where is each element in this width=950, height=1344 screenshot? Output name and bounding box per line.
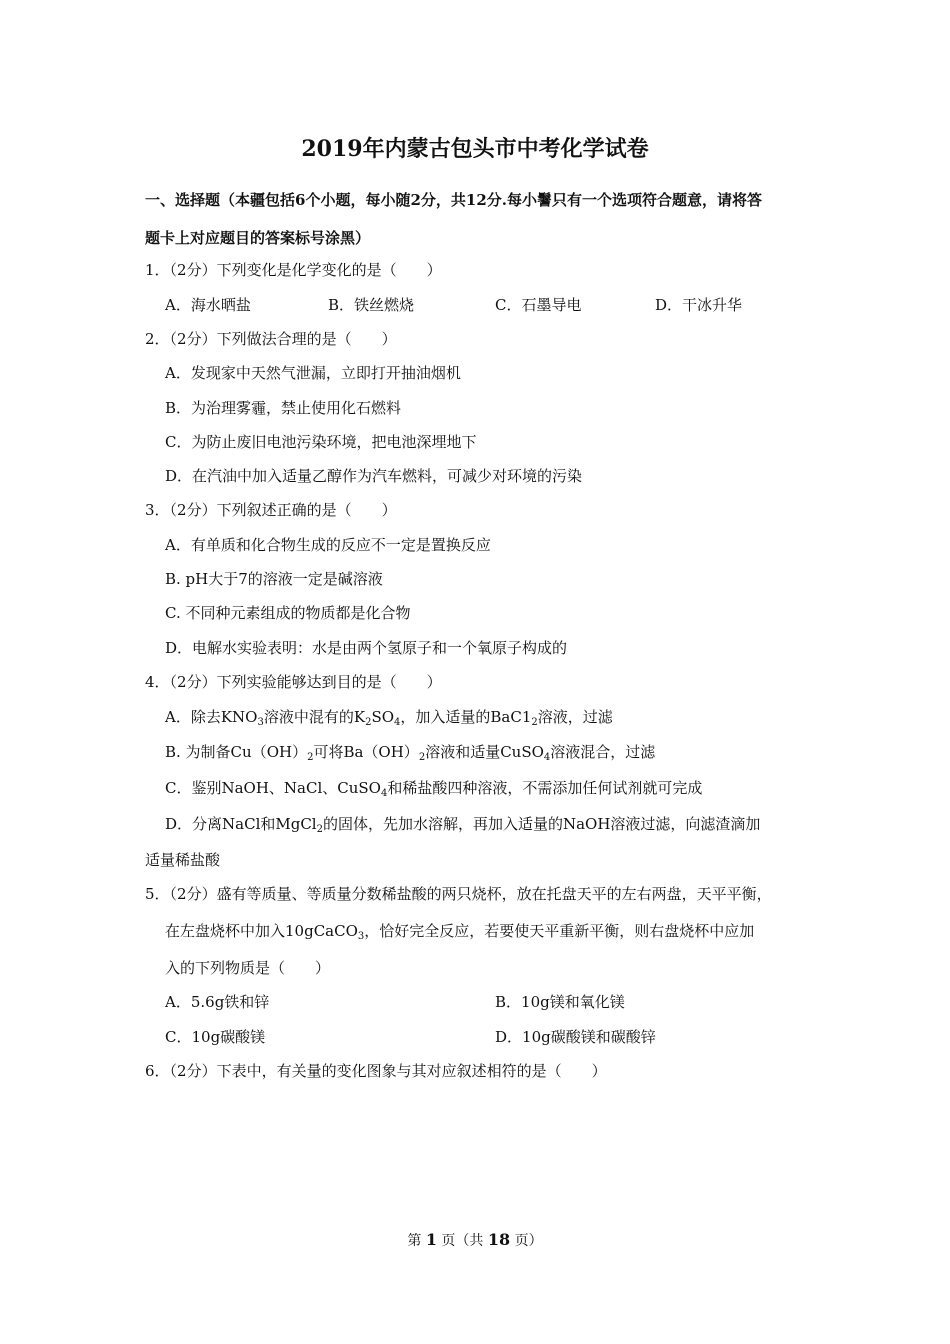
q3-option-c: C. 不同种元素组成的物质都是化合物	[165, 604, 411, 622]
q4-option-d-continued: 适量稀盐酸	[145, 851, 221, 869]
section-header-line2: 题卡上对应题目的答案标号涂黑）	[145, 229, 371, 247]
q3-stem: 3．（2分）下列叙述正确的是（ ）	[145, 501, 397, 519]
q3-option-b: B. pH大于7的溶液一定是碱溶液	[165, 570, 383, 588]
q5-stem-line2: 在左盘烧杯中加入10gCaCO$_3$，恰好完全反应，若要使天平重新平衡，则右盘烧杯中应加	[165, 922, 755, 942]
q4-option-b: B. 为制备$Cu(OH)_2$可将$Ba(OH)_2$溶液和适量CuSO$_4$溶液混合，过滤	[165, 743, 656, 763]
q5-option-c: C．10g碳酸镁	[165, 1028, 266, 1046]
q1-stem: 1．（2分）下列变化是化学变化的是（ ）	[145, 261, 442, 279]
page-footer: 第 1 页（共 18 页）	[407, 1230, 543, 1249]
page-total: 18	[487, 1230, 511, 1249]
q5-option-a: A．5.6g铁和锌	[165, 993, 270, 1011]
q2-option-c: C．为防止废旧电池污染环境，把电池深埋地下	[165, 433, 477, 451]
q5-stem-line3: 入的下列物质是（ ）	[165, 959, 331, 977]
q1-option-b: B．铁丝燃烧	[328, 296, 415, 314]
q6-stem: 6．（2分）下表中，有关量的变化图象与其对应叙述相符的是（ ）	[145, 1062, 607, 1080]
q1-option-c: C．石墨导电	[495, 296, 582, 314]
section-header-line1: 一、选择题（本疆包括6个小题，每小随2分，共12分.每小鬐只有一个选项符合题意，请将答	[145, 191, 762, 209]
q3-option-a: A．有单质和化合物生成的反应不一定是置换反应	[165, 536, 491, 554]
q4-option-a: A．除去$KNO_3$溶液中混有的$K_2SO_4$，加入适量的$BaC1_2$溶液，过滤	[165, 708, 613, 728]
q5-option-b: B．10g镁和氧化镁	[495, 993, 625, 1011]
q5-option-d: D．10g碳酸镁和碳酸锌	[495, 1028, 656, 1046]
page-title: 2019年内蒙古包头市中考化学试卷	[301, 136, 649, 162]
q2-option-b: B．为治理雾霾，禁止使用化石燃料	[165, 399, 402, 417]
q2-option-d: D．在汽油中加入适量乙醇作为汽车燃料，可减少对环境的污染	[165, 467, 583, 485]
q4-stem: 4．（2分）下列实验能够达到目的是（ ）	[145, 673, 442, 691]
q1-option-d: D．干冰升华	[655, 296, 743, 314]
q5-stem-line1: 5．（2分）盛有等质量、等质量分数稀盐酸的两只烧杯，放在托盘天平的左右两盘，天平平衡，	[145, 885, 772, 903]
q3-option-d: D．电解水实验表明：水是由两个氢原子和一个氧原子构成的	[165, 639, 568, 657]
q4-option-c: C．鉴别NaOH、NaCl、CuSO$_4$和稀盐酸四种溶液，不需添加任何试剂就可完成	[165, 779, 703, 799]
q2-option-a: A．发现家中天然气泄漏，立即打开抽油烟机	[165, 364, 461, 382]
page-number: 1	[425, 1230, 437, 1249]
q4-option-d: D．分离NaCl和MgCl$_2$的固体，先加水溶解，再加入适量的NaOH溶液过滤，向滤渣滴加	[165, 815, 761, 835]
q2-stem: 2．（2分）下列做法合理的是（ ）	[145, 330, 397, 348]
q1-option-a: A．海水晒盐	[165, 296, 251, 314]
